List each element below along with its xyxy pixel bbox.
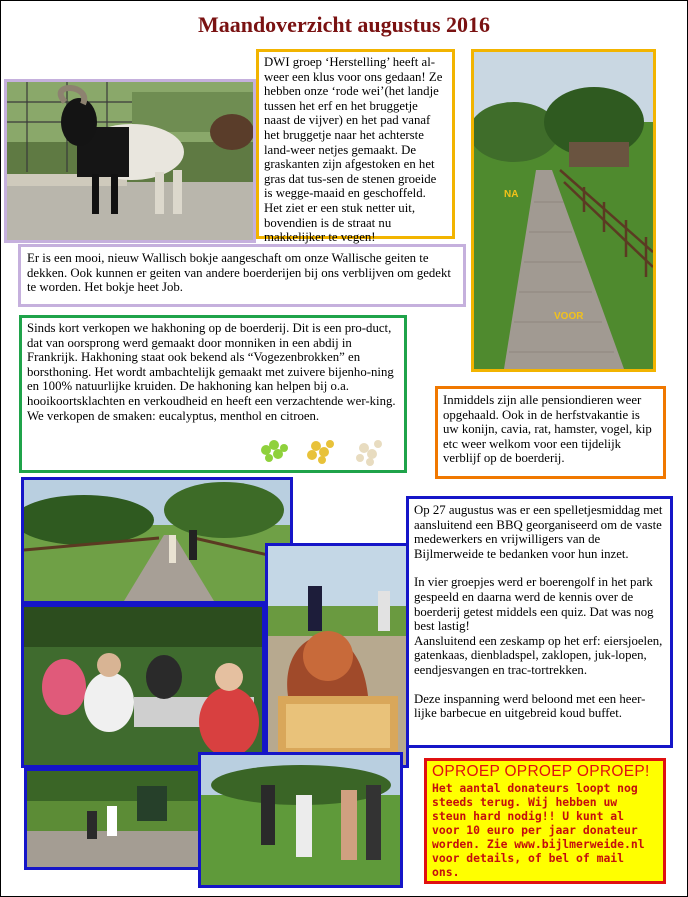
honey-text-box [19,315,407,473]
event-photo-path [21,477,293,604]
pension-text-box [435,386,666,479]
oproep-text: Het aantal donateurs loopt nog steeds terug. Wij hebben uw steun hard nodig!! U kunt al voor 10 euro per jaar donateur worden. Zie www.bijlmerweide.nl voor details, of bel of mail ons. [432,781,645,879]
label-na: NA [504,189,519,200]
event-paragraph-2: In vier groepjes werd er boerengolf in het park gespeeld en daarna werd de kennis over de boerderij getest middels een quiz. Dat was nog best lastig! [414,575,654,634]
page-title: Maandoverzicht augustus 2016 [197,12,491,37]
goat-photo [4,79,256,243]
event-photo-game [265,543,409,768]
event-paragraph-1: Op 27 augustus was er een spelletjesmiddag met aansluitend een BBQ georganiseerd om de vaste medewerkers en vrijwilligers van de Bijlmerweide te bedanken voor hun inzet. [414,503,663,561]
goat-text: Er is een mooi, nieuw Wallisch bokje aangeschaft om onze Wallische geiten te dekken. Ook kunnen er geiten van andere boerderijen bij ons verblijven om gedekt te worden. Het bokje heet Job. [27,251,451,295]
event-photo-sack-race [198,752,403,888]
honey-text: Sinds kort verkopen we hakhoning op de boerderij. Dit is een pro-duct, dat van oorsprong werd gemaakt door monniken in een abdij in Frankrijk. Hakhoning staat ook bekend als “Vogezenbrokken” en borsthoning. Het wordt ambachtelijk gemaakt met zuivere bijenho-ning en 100% natuurlijke kruiden. De hakhoning kan helpen bij o.a. hooikoortsklachten en verkoudheid en heeft een verzachtende wer-king. We verkopen de smaken: eucalyptus, menthol en citroen. [27,321,396,423]
dwi-text-box [256,49,455,245]
oproep-heading: OPROEP OPROEP OPROEP! [432,763,650,780]
oproep-box [424,758,666,884]
event-photo-bbq-table [21,604,265,768]
event-photo-tractor [24,768,224,870]
pension-text: Inmiddels zijn alle pensiondieren weer opgehaald. Ook in de herfstvakantie is uw konijn, cavia, rat, hamster, vogel, kip etc weer welkom voor een tijdelijk verblijf op de boerderij. [443,393,652,466]
dwi-text: DWI groep ‘Herstelling’ heeft al-weer een klus voor ons gedaan! Ze hebben onze ‘rode wei’(het landje tussen het erf en het bruggetje naast de vijver) en het pad vanaf het bruggetje naar het achterste land-weer netjes gemaakt. De graskanten zijn afgestoken en het gras dat tus-sen de stenen groeide is wegge-maaid en geschoffeld. Het ziet er een stuk netter uit, bovendien is de straat nu makkelijker te vegen! [264,55,443,245]
goat-text-box [18,244,466,307]
event-paragraph-3: Aansluitend een zeskamp op het erf: eiersjoelen, gatenkaas, dienbladspel, zaklopen, juk-lopen, eendjesvangen en trac-tortrekken. [414,633,663,677]
event-text-box [406,496,673,748]
event-paragraph-4: Deze inspanning werd beloond met een heer-lijke barbecue en uitgebreid koud buffet. [414,691,646,721]
honey-candies-image [252,430,402,470]
label-voor: VOOR [554,311,584,322]
path-photo [471,49,656,372]
